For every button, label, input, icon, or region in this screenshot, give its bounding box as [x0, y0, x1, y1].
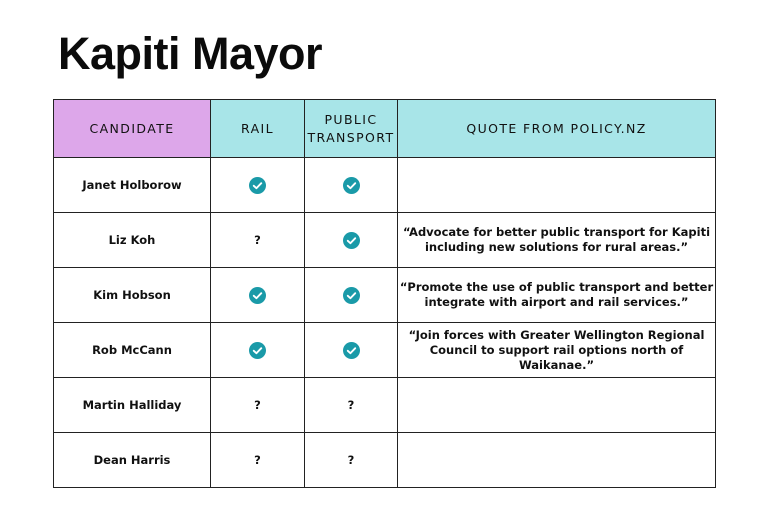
public_transport-status [305, 323, 398, 378]
table-row [54, 213, 716, 268]
check-icon [343, 177, 360, 194]
table-body [54, 158, 716, 488]
policy-quote: “Promote the use of public transport and better integrate with airport and rail services.” [398, 268, 716, 323]
policy-quote [398, 378, 716, 433]
header-quote: QUOTE FROM POLICY.NZ [398, 100, 716, 158]
table-row [54, 378, 716, 433]
candidate-name: Rob McCann [54, 323, 211, 378]
rail-status [211, 158, 305, 213]
candidate-name: Liz Koh [54, 213, 211, 268]
public_transport-status [305, 433, 398, 488]
candidate-name: Janet Holborow [54, 158, 211, 213]
rail-status [211, 378, 305, 433]
check-icon [343, 232, 360, 249]
public_transport-status [305, 268, 398, 323]
public_transport-status [305, 158, 398, 213]
candidates-table [53, 99, 716, 488]
candidate-name: Dean Harris [54, 433, 211, 488]
public_transport-status [305, 378, 398, 433]
policy-quote: “Advocate for better public transport for Kapiti including new solutions for rural areas.” [398, 213, 716, 268]
unknown-mark: ? [347, 453, 355, 467]
check-icon [249, 342, 266, 359]
candidate-name: Martin Halliday [54, 378, 211, 433]
check-icon [249, 287, 266, 304]
table-header-row [54, 100, 716, 158]
rail-status [211, 433, 305, 488]
public_transport-status [305, 213, 398, 268]
policy-quote: “Join forces with Greater Wellington Regional Council to support rail options north of Waikanae.” [398, 323, 716, 378]
rail-status [211, 213, 305, 268]
check-icon [343, 342, 360, 359]
table-row [54, 323, 716, 378]
header-public-transport [305, 100, 398, 158]
header-public-transport-line1: PUBLIC [324, 111, 378, 127]
header-candidate: CANDIDATE [54, 100, 211, 158]
unknown-mark: ? [254, 233, 261, 247]
header-public-transport-line2: TRANSPORT [307, 129, 395, 145]
table-row [54, 158, 716, 213]
page-title: Kapiti Mayor [58, 28, 323, 79]
rail-status [211, 268, 305, 323]
rail-status [211, 323, 305, 378]
table-row [54, 433, 716, 488]
header-rail: RAIL [211, 100, 305, 158]
check-icon [343, 287, 360, 304]
unknown-mark: ? [254, 453, 261, 467]
check-icon [249, 177, 266, 194]
policy-quote [398, 433, 716, 488]
table-row [54, 268, 716, 323]
unknown-mark: ? [347, 398, 355, 412]
candidate-name: Kim Hobson [54, 268, 211, 323]
policy-quote [398, 158, 716, 213]
unknown-mark: ? [254, 398, 261, 412]
